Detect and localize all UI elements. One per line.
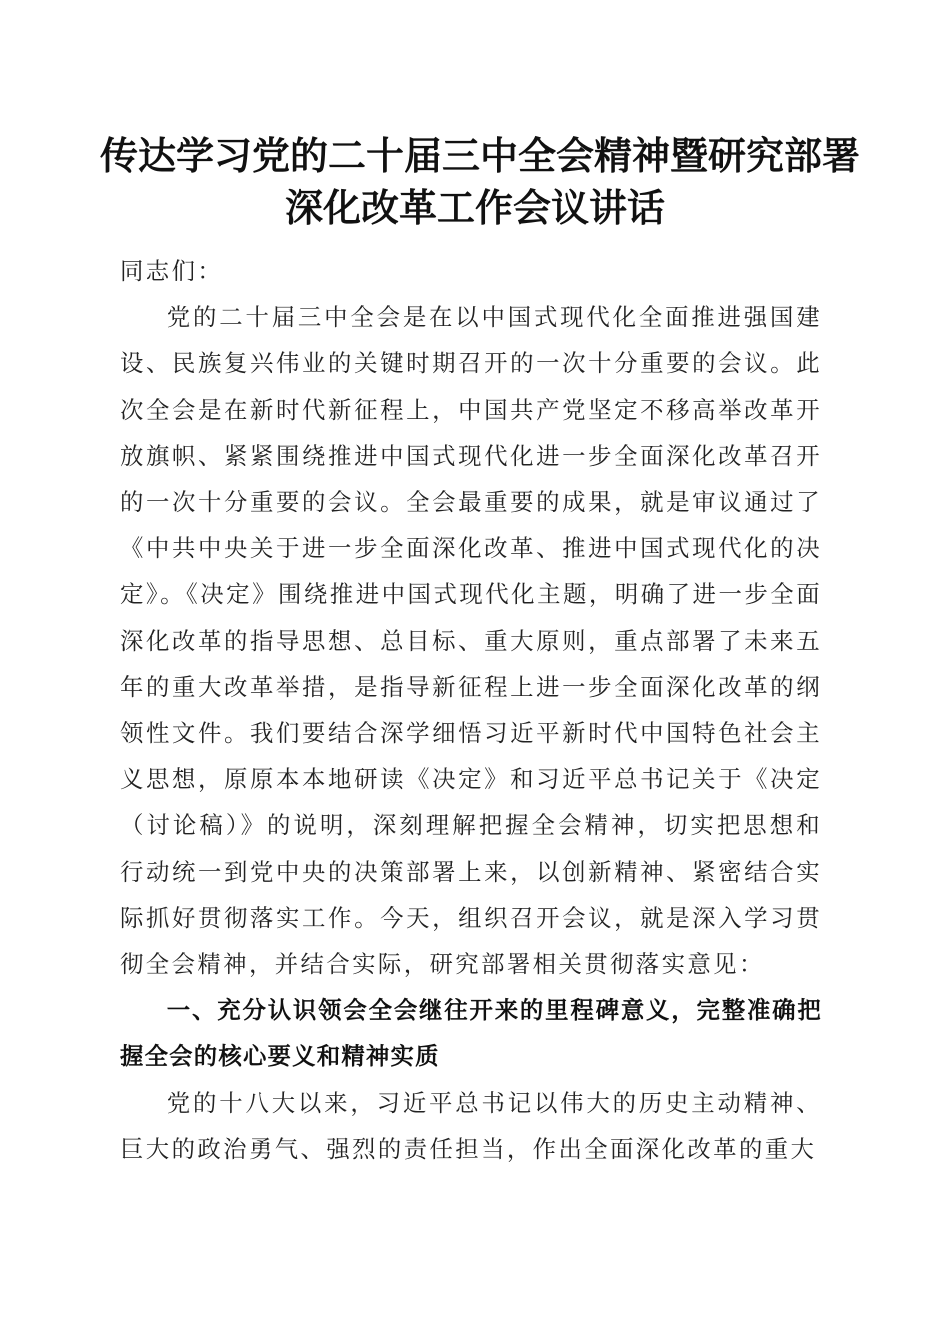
- paragraph-intro: 党的二十届三中全会是在以中国式现代化全面推进强国建设、民族复兴伟业的关键时期召开的一次十分重要的会议。此次全会是在新时代新征程上，中国共产党坚定不移高举改革开放旗帜、紧紧围绕推进中国式现代化进一步全面深化改革召开的一次十分重要的会议。全会最重要的成果，就是审议通过了《中共中央关于进一步全面深化改革、推进中国式现代化的决定》。《决定》围绕推进中国式现代化主题，明确了进一步全面深化改革的指导思想、总目标、重大原则，重点部署了未来五年的重大改革举措，是指导新征程上进一步全面深化改革的纲领性文件。我们要结合深学细悟习近平新时代中国特色社会主义思想，原原本本地研读《决定》和习近平总书记关于《决定（讨论稿）》的说明，深刻理解把握全会精神，切实把思想和行动统一到党中央的决策部署上来，以创新精神、紧密结合实际抓好贯彻落实工作。今天，组织召开会议，就是深入学习贯彻全会精神，并结合实际，研究部署相关贯彻落实意见：: [120, 303, 822, 979]
- salutation: 同志们：: [120, 257, 224, 285]
- document-title: [100, 130, 861, 234]
- section-heading-1: 一、充分认识领会全会继往开来的里程碑意义，完整准确把握全会的核心要义和精神实质: [120, 996, 822, 1071]
- document-body: [120, 248, 822, 1172]
- title-line-2: 深化改革工作会议讲话: [284, 185, 665, 230]
- paragraph-section-1: 党的十八大以来，习近平总书记以伟大的历史主动精神、巨大的政治勇气、强烈的责任担当，作出全面深化改革的重大: [120, 1088, 822, 1163]
- title-line-1: 传达学习党的二十届三中全会精神暨研究部署: [100, 133, 861, 178]
